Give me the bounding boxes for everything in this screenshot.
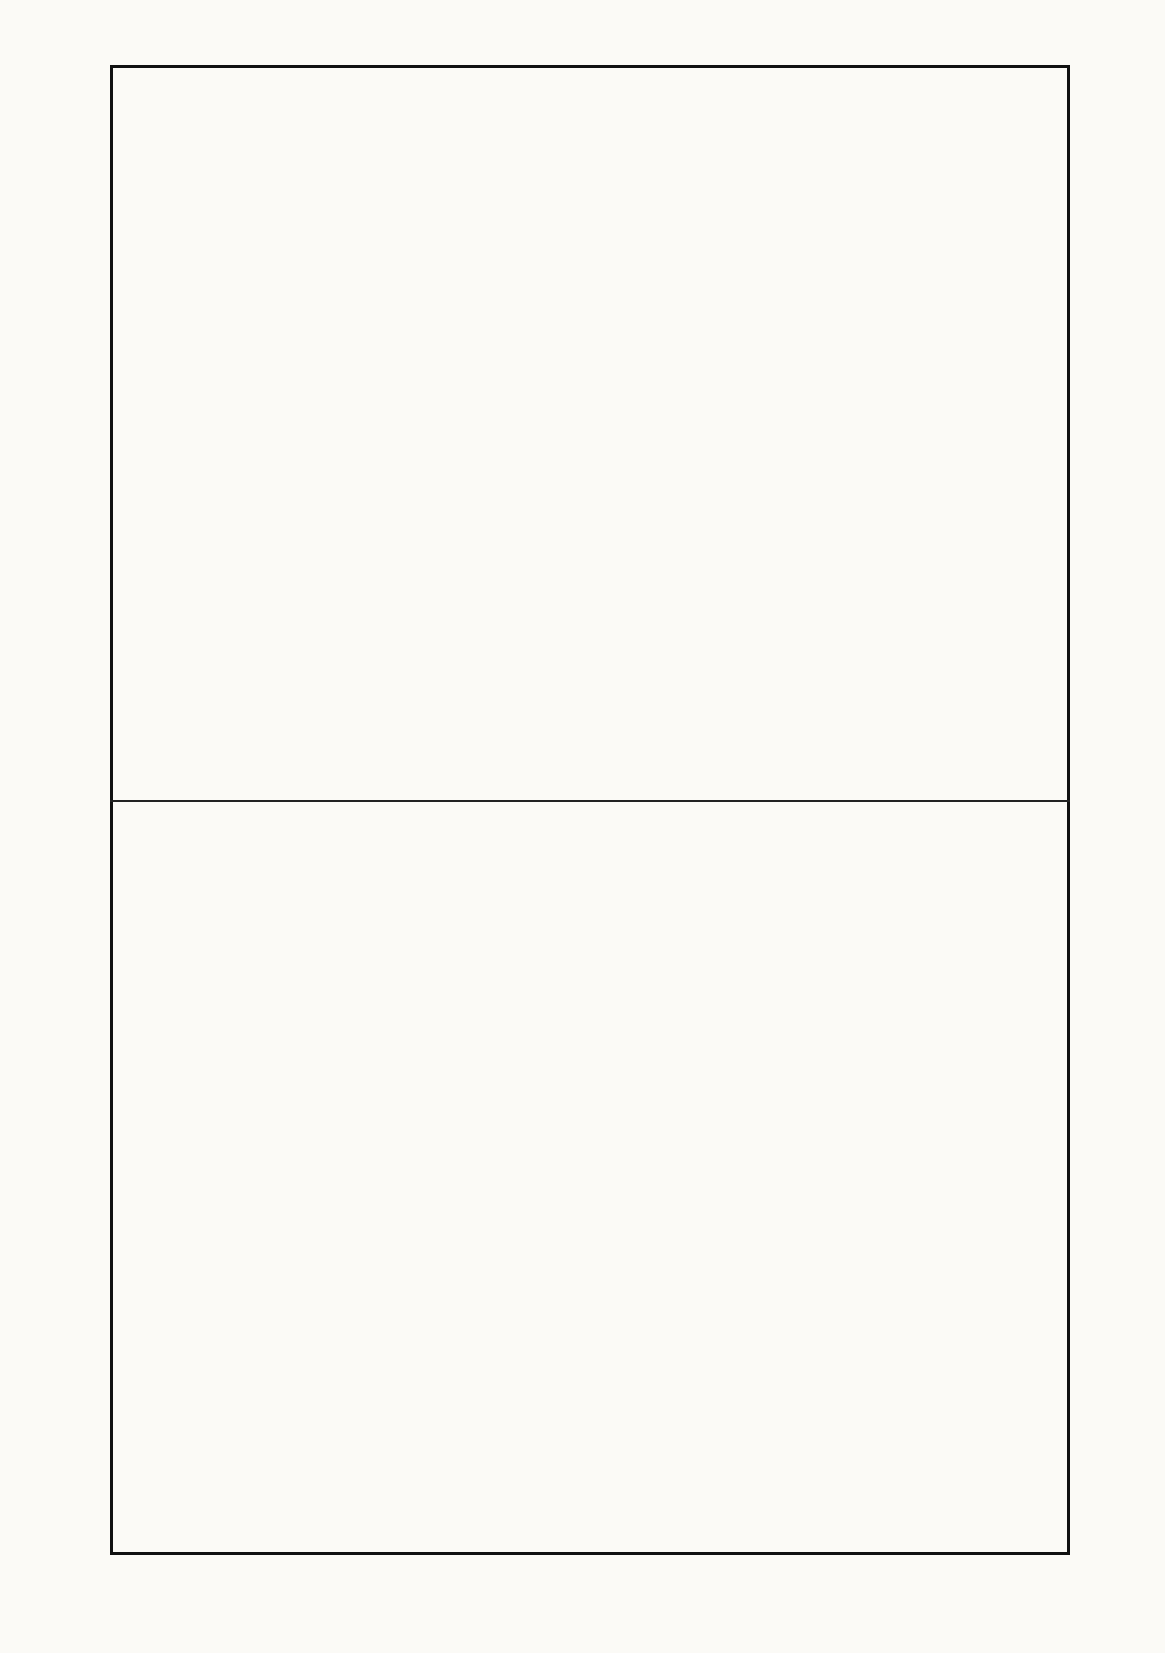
page-frame [110,65,1070,1555]
section-divider [110,800,1070,802]
